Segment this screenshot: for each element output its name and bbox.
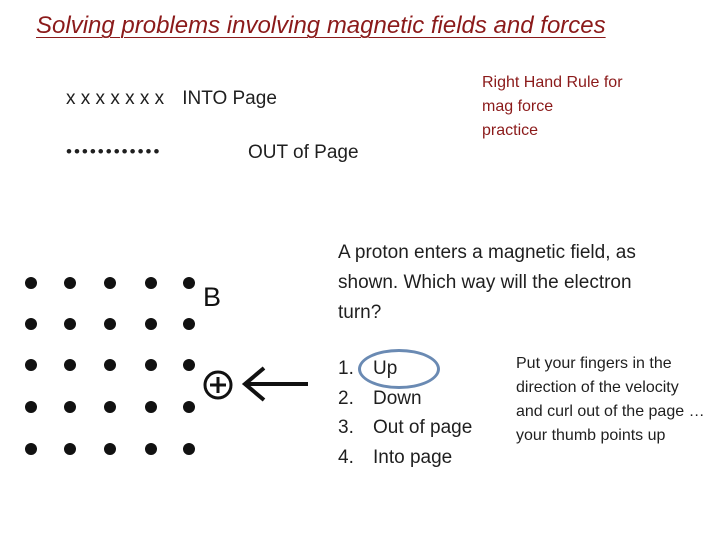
magnetic-field-diagram (0, 250, 320, 480)
field-label-b: B (203, 282, 222, 312)
field-dots-out-of-page (25, 277, 195, 455)
into-page-symbols: x x x x x x x (66, 88, 165, 109)
proton-icon (205, 372, 231, 398)
hint-text: Put your fingers in the direction of the velocity and curl out of the page … your thumb points up (516, 355, 705, 444)
right-hand-rule-line-2: mag force (482, 98, 554, 115)
into-page-label: INTO Page (182, 88, 277, 109)
velocity-arrow-left-icon (245, 368, 308, 400)
into-page-legend (66, 88, 277, 110)
out-of-page-label: OUT of Page (248, 142, 359, 163)
out-of-page-symbols: •••••••••••• (66, 142, 162, 161)
question-text: A proton enters a magnetic field, as shown. Which way will the electron turn? (338, 242, 636, 323)
answer-option-out-of-page[interactable]: 3. Out of page (338, 417, 473, 438)
answer-list (338, 354, 472, 472)
answer-option-into-page[interactable]: 4. Into page (338, 446, 453, 468)
answer-option-down[interactable]: 2. Down (338, 387, 422, 409)
right-hand-rule-note (482, 71, 662, 143)
right-hand-rule-line-3: practice (482, 122, 539, 139)
slide-title: Solving problems involving magnetic fields and forces (36, 12, 606, 39)
answer-option-up[interactable]: 1. Up (338, 358, 398, 379)
right-hand-rule-line-1: Right Hand Rule for (482, 74, 623, 91)
